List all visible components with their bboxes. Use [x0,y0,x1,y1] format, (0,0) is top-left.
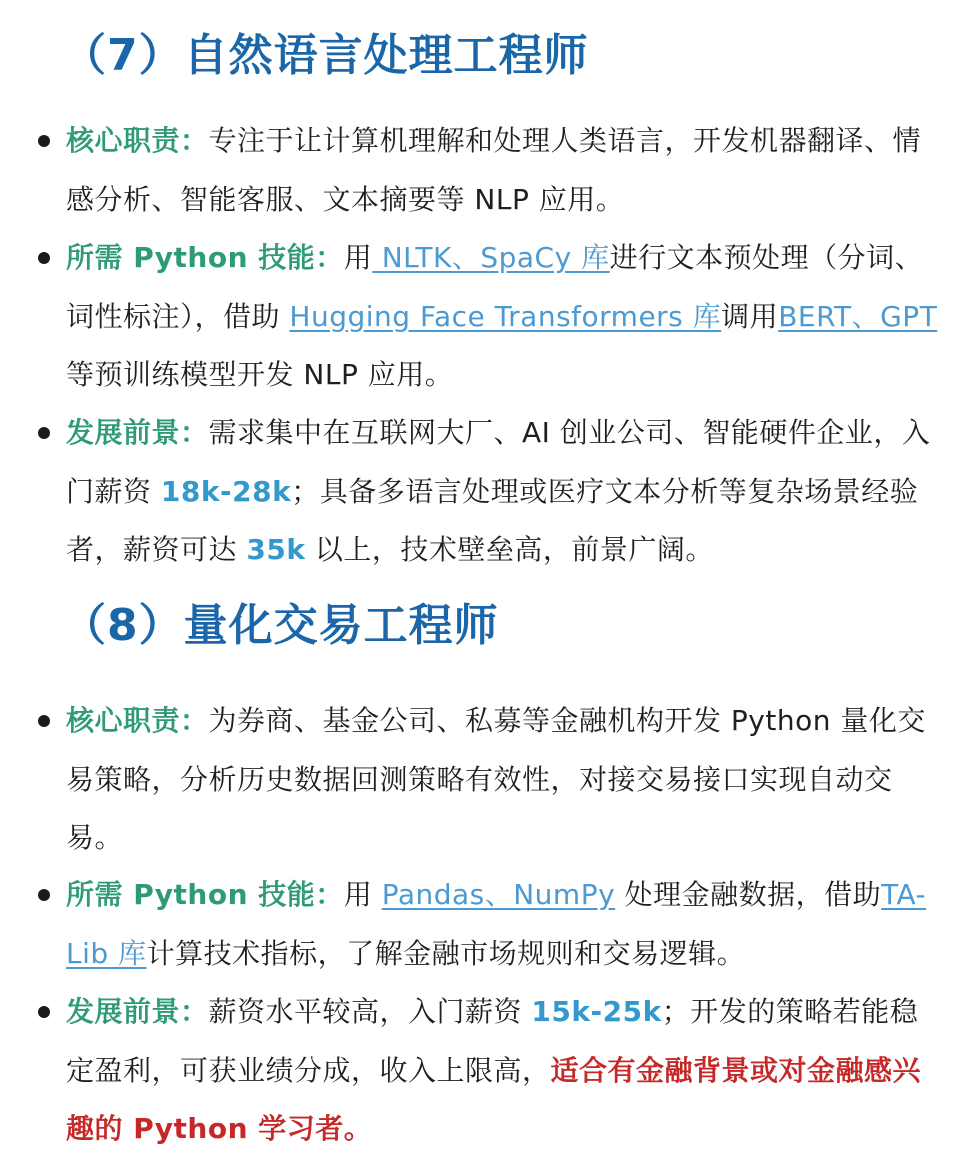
highlight-text: 适合有金融背景或对金融感兴趣的 Python 学习者。 [66,1053,922,1145]
salary-value: 35k [246,533,306,566]
section-8-heading: （8）量化交易工程师 [62,600,499,651]
prospects-text: 以上，技术壁垒高，前景广阔。 [305,533,714,566]
link-pandas-numpy[interactable]: Pandas、NumPy [381,878,616,911]
quant-prospects [66,983,946,1159]
skills-text: 用 [343,241,373,274]
bullet-icon [38,889,50,901]
duties-text: 为券商、基金公司、私募等金融机构开发 Python 量化交易策略，分析历史数据回测策略有效性，对接交易接口实现自动交易。 [66,704,926,854]
bullet-icon [38,252,50,264]
prospects-label: 发展前景： [66,995,209,1028]
skills-text: 调用 [721,299,779,333]
link-hugging-face[interactable]: Hugging Face Transformers 库 [289,299,722,333]
nlp-duties [66,112,946,229]
skills-text: 进行文本预处理（分词、词性标注），借助 [66,241,924,333]
prospects-text: ；具备多语言处理或医疗文本分析等复杂场景经验者，薪资可达 [66,474,919,566]
bullet-icon [38,135,50,147]
bullet-icon [38,427,50,439]
skills-text: 处理金融数据，借助 [615,878,882,911]
skills-text: 用 [343,878,382,911]
salary-value: 18k-28k [160,474,292,508]
duties-text: 专注于让计算机理解和处理人类语言，开发机器翻译、情感分析、智能客服、文本摘要等 NLP 应用。 [66,124,922,216]
nlp-prospects [66,404,946,580]
skills-label: 所需 Python 技能： [66,878,344,911]
link-ta-lib[interactable]: TA-Lib 库 [66,878,927,970]
duties-label: 核心职责： [66,124,209,157]
link-bert-gpt[interactable]: BERT、GPT [778,299,938,333]
bullet-icon [38,1006,50,1018]
prospects-label: 发展前景： [66,416,209,449]
bullet-icon [38,715,50,727]
prospects-text: 薪资水平较高，入门薪资 [208,995,532,1028]
nlp-skills [66,229,946,405]
salary-value: 15k-25k [531,995,662,1028]
quant-skills [66,866,946,983]
skills-text: 计算技术指标，了解金融市场规则和交易逻辑。 [146,936,746,970]
duties-label: 核心职责： [66,704,209,737]
prospects-text: 需求集中在互联网大厂、AI 创业公司、智能硬件企业，入门薪资 [66,416,931,508]
link-nltk-spacy[interactable]: NLTK、SpaCy 库 [372,241,610,274]
section-7-heading: （7）自然语言处理工程师 [62,30,589,81]
skills-label: 所需 Python 技能： [66,241,344,274]
skills-text: 等预训练模型开发 NLP 应用。 [66,358,454,391]
quant-duties [66,692,946,868]
prospects-text: ；开发的策略若能稳定盈利，可获业绩分成，收入上限高， [66,995,919,1087]
